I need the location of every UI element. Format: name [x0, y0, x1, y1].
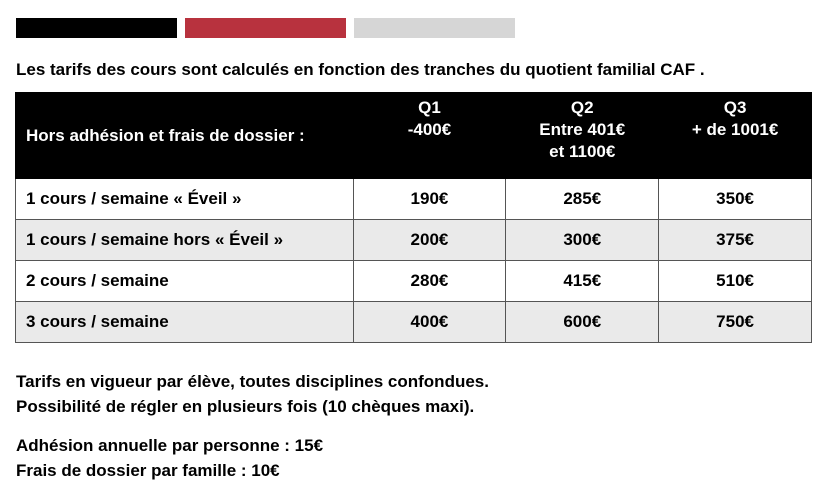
- tarifs-table: [15, 92, 812, 343]
- note-frais-dossier: Frais de dossier par famille : 10€: [16, 461, 280, 480]
- header-q2-range-2: et 1100€: [549, 142, 616, 161]
- red-bar: [185, 18, 346, 38]
- header-rowhead: Hors adhésion et frais de dossier :: [16, 93, 354, 179]
- note-paiement: Possibilité de régler en plusieurs fois (10 chèques maxi).: [16, 397, 475, 416]
- header-q3-range: + de 1001€: [691, 120, 779, 139]
- price-q2: 600€: [506, 302, 659, 343]
- header-q1: [353, 93, 506, 179]
- row-label: 1 cours / semaine « Éveil »: [16, 179, 354, 220]
- price-q1: 400€: [353, 302, 506, 343]
- notes-block-2: [16, 433, 323, 483]
- price-q1: 280€: [353, 261, 506, 302]
- row-label: 1 cours / semaine hors « Éveil »: [16, 220, 354, 261]
- note-tarifs-vigueur: Tarifs en vigueur par élève, toutes disciplines confondues.: [16, 372, 489, 391]
- price-q3: 750€: [659, 302, 812, 343]
- header-q2: [506, 93, 659, 179]
- row-label: 2 cours / semaine: [16, 261, 354, 302]
- header-q2-range-1: Entre 401€: [539, 120, 626, 139]
- grey-bar: [354, 18, 515, 38]
- table-header-row: [16, 93, 812, 179]
- row-label: 3 cours / semaine: [16, 302, 354, 343]
- decorative-color-bars: [16, 18, 515, 38]
- price-q1: 190€: [353, 179, 506, 220]
- note-adhesion: Adhésion annuelle par personne : 15€: [16, 436, 324, 455]
- table-row: [16, 220, 812, 261]
- price-q3: 350€: [659, 179, 812, 220]
- header-q2-title: Q2: [570, 98, 594, 117]
- price-q1: 200€: [353, 220, 506, 261]
- notes-block-1: [16, 369, 489, 419]
- price-q2: 300€: [506, 220, 659, 261]
- black-bar: [16, 18, 177, 38]
- price-q3: 375€: [659, 220, 812, 261]
- header-q1-title: Q1: [418, 98, 441, 117]
- table-row: [16, 261, 812, 302]
- header-q3: [659, 93, 812, 179]
- table-row: [16, 302, 812, 343]
- intro-text: Les tarifs des cours sont calculés en fonction des tranches du quotient familial CAF .: [16, 60, 705, 79]
- price-q2: 415€: [506, 261, 659, 302]
- header-q1-range: -400€: [407, 120, 452, 139]
- table-row: [16, 179, 812, 220]
- header-q3-title: Q3: [723, 98, 747, 117]
- price-q3: 510€: [659, 261, 812, 302]
- price-q2: 285€: [506, 179, 659, 220]
